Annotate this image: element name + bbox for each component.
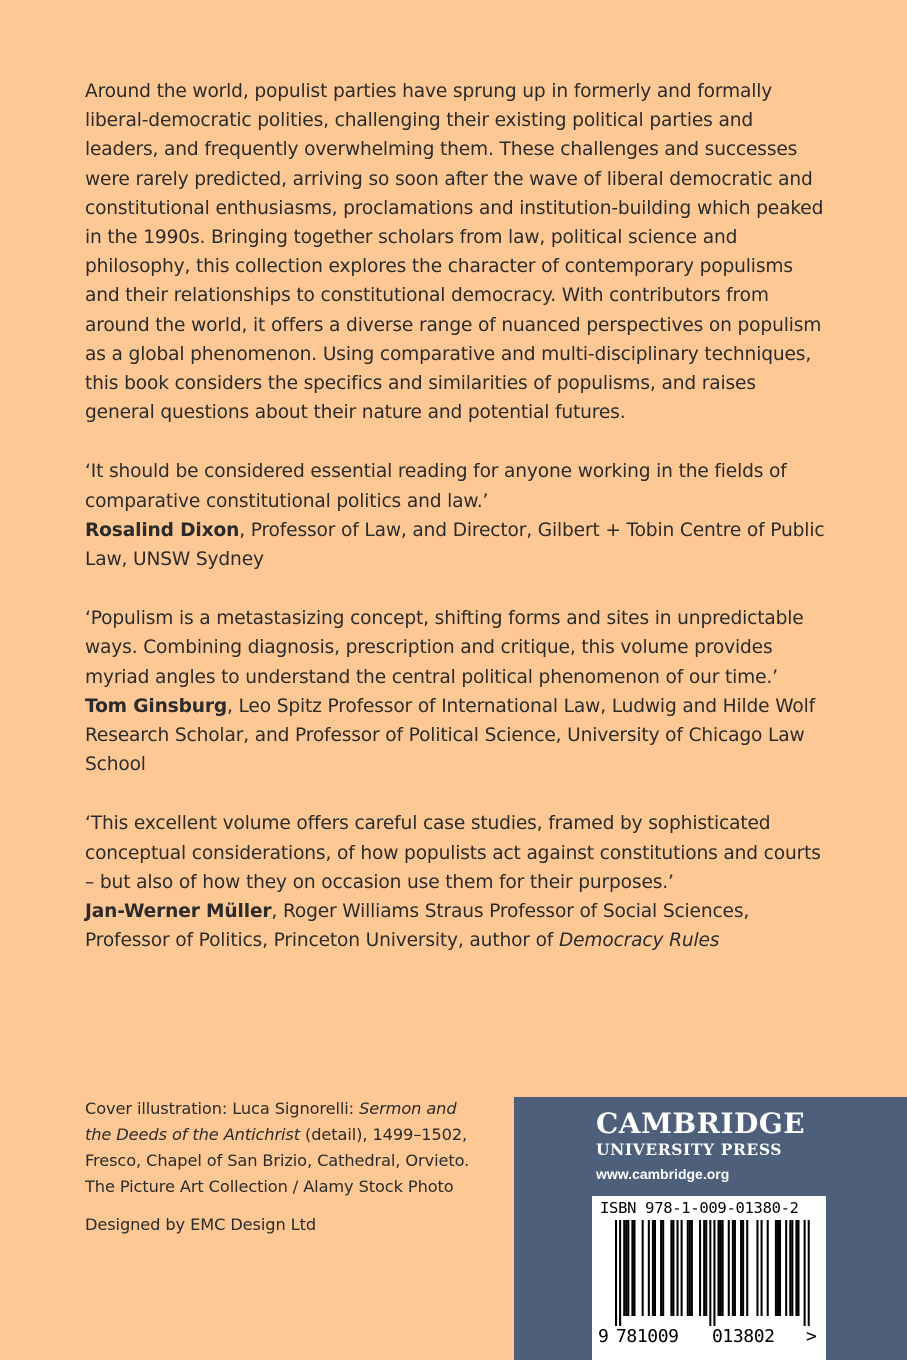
barcode-bar (615, 1220, 617, 1326)
endorsement-quote: ‘This excellent volume offers careful case studies, framed by sophisticated conceptual considerations, of how populists act against constitutions and courts – but also of how they on occasion use them for their purposes.’ (85, 813, 821, 893)
barcode-bar (689, 1220, 691, 1316)
barcode-bar (746, 1220, 748, 1316)
barcode-bar (691, 1220, 693, 1316)
endorsement-1 (85, 457, 825, 574)
barcode-bar (722, 1220, 724, 1316)
barcode-bar (705, 1220, 707, 1316)
ean-lead-digit: 9 (598, 1326, 609, 1347)
barcode-bar (623, 1220, 625, 1316)
barcode-bar (633, 1220, 635, 1316)
ean-quiet-zone-marker: > (806, 1326, 817, 1347)
barcode-area (592, 1196, 826, 1360)
barcode-bar (791, 1220, 793, 1316)
endorsement-attribution (85, 897, 825, 955)
publisher-panel (514, 1097, 907, 1360)
barcode-bar (718, 1220, 720, 1316)
barcode-bar (625, 1220, 627, 1316)
endorsement-2 (85, 604, 825, 779)
endorsement-quote: ‘It should be considered essential reading for anyone working in the fields of comparative constitutional politics and law.’ (85, 461, 787, 512)
barcode-bar (761, 1220, 763, 1316)
barcode-bar (740, 1220, 742, 1316)
barcode-bar (756, 1220, 758, 1316)
barcode-bar (732, 1220, 734, 1316)
endorser-name: Jan-Werner Müller (85, 901, 272, 923)
barcode-bar (687, 1220, 689, 1316)
endorsement-attribution (85, 692, 825, 780)
endorsement-attribution (85, 516, 825, 574)
barcode-bar (797, 1220, 799, 1316)
credit-prefix: Cover illustration: Luca Signorelli: (85, 1099, 360, 1118)
cover-illustration-credit (85, 1096, 485, 1200)
ean-group-right: 013802 (712, 1326, 775, 1347)
barcode-bar (720, 1220, 722, 1316)
barcode-bar (742, 1220, 744, 1316)
barcode-bar (804, 1220, 806, 1326)
barcode-bar (795, 1220, 797, 1316)
endorser-name: Tom Ginsburg (85, 695, 228, 717)
barcode-bar (681, 1220, 683, 1316)
barcode-bar (728, 1220, 730, 1316)
endorser-book-title: Democracy Rules (558, 930, 720, 952)
barcode-graphic (597, 1220, 821, 1326)
barcode-bar (734, 1220, 736, 1316)
barcode-bar (670, 1220, 672, 1316)
barcode-bar (703, 1220, 705, 1316)
barcode-bar (660, 1220, 662, 1316)
barcode-bar (642, 1220, 644, 1316)
barcode-bar (627, 1220, 629, 1316)
endorsement-3 (85, 809, 825, 955)
barcode-bar (777, 1220, 779, 1316)
barcode-bar (709, 1220, 711, 1326)
designer-credit: Designed by EMC Design Ltd (85, 1215, 316, 1234)
publisher-url[interactable]: www.cambridge.org (596, 1166, 730, 1182)
endorser-affiliation: , Roger Williams Straus Professor of Social Sciences, Professor of Politics, Princeton University, author of (85, 901, 750, 952)
barcode-bar (619, 1220, 621, 1326)
barcode-bar (677, 1220, 679, 1316)
barcode-bar (652, 1220, 654, 1316)
book-description: Around the world, populist parties have sprung up in formerly and formally liberal-democratic polities, challenging their existing political parties and leaders, and frequently overwhelming them. These challenges and successes were rarely predicted, arriving so soon after the wave of liberal democratic and constitutional enthusiasms, proclamations and institution-building which peaked in the 1990s. Bringing together scholars from law, political science and philosophy, this collection explores the character of contemporary populisms and their relationships to constitutional democracy. With contributors from around the world, it offers a diverse range of nuanced perspectives on populism as a global phenomenon. Using comparative and multi-disciplinary techniques, this book considers the specifics and similarities of populisms, and raises general questions about their nature and potential futures. (85, 81, 824, 424)
endorser-name: Rosalind Dixon (85, 519, 240, 541)
barcode-bar (648, 1220, 650, 1316)
endorser-affiliation: , Professor of Law, and Director, Gilbert + Tobin Centre of Public Law, UNSW Sydney (85, 519, 825, 571)
ean-group-left: 781009 (616, 1326, 679, 1347)
endorsement-quote: ‘Populism is a metastasizing concept, shifting forms and sites in unpredictable ways. Combining diagnosis, prescription and critique, this volume provides myriad angles to understand the central political phenomenon of our time.’ (85, 608, 804, 688)
barcode-bar (785, 1220, 787, 1316)
credit-suffix: (detail), 1499–1502, Fresco, Chapel of San Brizio, Cathedral, Orvieto. The Picture Art Collection / Alamy Stock Photo (85, 1125, 470, 1196)
endorser-affiliation: , Leo Spitz Professor of International Law, Ludwig and Hilde Wolf Research Scholar, and Professor of Political Science, University of Chicago Law School (85, 695, 816, 776)
publisher-subtitle: UNIVERSITY PRESS (596, 1140, 783, 1159)
barcode-bar (631, 1220, 633, 1316)
back-cover-text (85, 77, 825, 955)
barcode-bar (662, 1220, 664, 1316)
barcode-bar (789, 1220, 791, 1316)
publisher-name: CAMBRIDGE (596, 1107, 806, 1140)
barcode-bar (699, 1220, 701, 1316)
barcode-bar (672, 1220, 674, 1316)
barcode-bar (775, 1220, 777, 1316)
artwork-title: Sermon and the Deeds of the Antichrist (85, 1099, 457, 1144)
barcode-bar (808, 1220, 810, 1326)
isbn-label: ISBN 978-1-009-01380-2 (600, 1199, 799, 1217)
cover-credits (85, 1096, 485, 1238)
barcode-bar (779, 1220, 781, 1316)
barcode-bar (713, 1220, 715, 1326)
barcode-bar (654, 1220, 656, 1316)
barcode-bar (767, 1220, 769, 1316)
